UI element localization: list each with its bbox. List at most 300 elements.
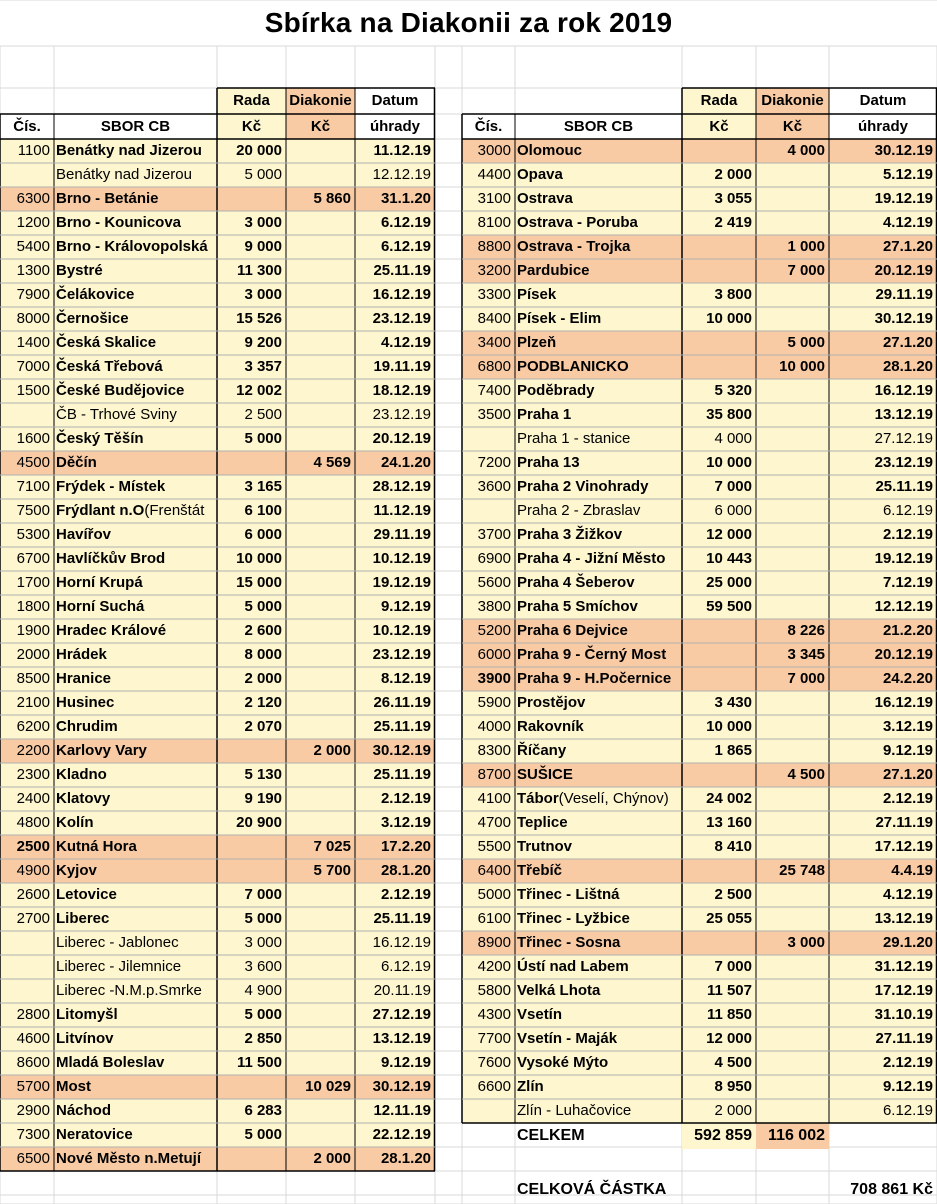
row-sbor (515, 715, 682, 739)
row-datum: 23.12.19 (372, 406, 431, 423)
row-sbor (515, 643, 682, 667)
row-sbor-name: Praha 2 Vinohrady (517, 478, 649, 495)
row-datum: 30.12.19 (874, 142, 933, 159)
header-rada: Rada (700, 92, 738, 109)
row-sbor (515, 139, 682, 163)
row-sbor-name: Třebíč (517, 862, 563, 879)
row-datum: 12.12.19 (372, 166, 431, 183)
row-datum: 25.11.19 (875, 478, 933, 495)
row-rada: 7 000 (714, 478, 752, 495)
row-sbor (515, 403, 682, 427)
row-rada (682, 139, 756, 163)
row-cis: 6300 (16, 190, 50, 207)
row-cis: 6800 (477, 358, 511, 375)
row-rada: 10 443 (706, 550, 752, 567)
row-rada (217, 835, 286, 859)
row-diakonie (286, 763, 355, 787)
row-diakonie (286, 595, 355, 619)
row-rada: 3 165 (244, 478, 282, 495)
row-rada (682, 235, 756, 259)
row-sbor-name: Nové Město n.Metují (56, 1150, 202, 1167)
row-diakonie (286, 979, 355, 1003)
header-kc: Kč (782, 118, 803, 135)
row-sbor-name: Bystré (56, 262, 103, 279)
row-cis: 4500 (16, 454, 50, 471)
row-sbor-name: Velká Lhota (517, 982, 601, 999)
row-sbor-name: Letovice (56, 886, 117, 903)
row-sbor (54, 283, 217, 307)
row-rada: 4 000 (714, 430, 752, 447)
row-sbor-name: Mladá Boleslav (56, 1054, 165, 1071)
row-cis: 3500 (477, 406, 511, 423)
row-sbor-name: Liberec -N.M.p.Smrke (56, 982, 202, 999)
row-sbor (54, 211, 217, 235)
row-sbor (515, 619, 682, 643)
row-diakonie (286, 883, 355, 907)
row-datum: 23.12.19 (372, 310, 431, 327)
row-rada: 10 000 (706, 718, 752, 735)
row-diakonie: 4 000 (787, 142, 825, 159)
row-cis: 4000 (477, 718, 511, 735)
row-rada: 2 000 (714, 166, 752, 183)
row-sbor-name: Prostějov (517, 694, 586, 711)
row-datum: 16.12.19 (372, 934, 431, 951)
row-datum: 29.11.19 (875, 286, 933, 303)
header-sbor: SBOR CB (563, 118, 634, 135)
row-sbor (515, 931, 682, 955)
row-cis (0, 979, 54, 1003)
row-sbor (515, 475, 682, 499)
row-diakonie (756, 379, 829, 403)
row-datum: 3.12.19 (380, 814, 431, 831)
row-sbor (54, 739, 217, 763)
row-cis: 2400 (16, 790, 50, 807)
row-diakonie (756, 499, 829, 523)
row-datum: 2.12.19 (882, 526, 933, 543)
total-diakonie: 116 002 (768, 1127, 825, 1144)
row-diakonie (756, 955, 829, 979)
row-datum: 20.12.19 (874, 262, 933, 279)
row-diakonie (286, 1027, 355, 1051)
row-sbor-name: Hrádek (56, 646, 107, 663)
row-sbor-name: Trutnov (517, 838, 572, 855)
row-datum: 11.12.19 (373, 502, 431, 519)
row-cis: 1800 (16, 598, 50, 615)
sheet-title: Sbírka na Diakonii za rok 2019 (264, 7, 673, 38)
row-sbor (515, 763, 682, 787)
row-rada (217, 859, 286, 883)
row-sbor (515, 379, 682, 403)
row-sbor (515, 1099, 682, 1123)
header-uhrady: úhrady (369, 118, 420, 135)
row-sbor (515, 907, 682, 931)
row-datum: 6.12.19 (882, 1102, 933, 1119)
row-sbor (515, 499, 682, 523)
row-cis: 4400 (477, 166, 511, 183)
row-cis: 8100 (477, 214, 511, 231)
row-datum: 19.12.19 (874, 550, 933, 567)
row-cis: 4800 (16, 814, 50, 831)
row-sbor-name: Liberec - Jablonec (56, 934, 179, 951)
row-datum: 12.11.19 (373, 1102, 431, 1119)
row-datum: 31.1.20 (380, 190, 431, 207)
row-sbor-name: Česká Třebová (56, 358, 163, 375)
row-rada: 2 500 (714, 886, 752, 903)
row-sbor (54, 1027, 217, 1051)
row-sbor (515, 211, 682, 235)
row-datum: 31.10.19 (874, 1006, 933, 1023)
row-cis: 1400 (16, 334, 50, 351)
row-datum: 30.12.19 (372, 1078, 431, 1095)
row-cis: 3100 (477, 190, 511, 207)
row-cis: 2700 (16, 910, 50, 927)
row-cis: 3600 (477, 478, 511, 495)
row-datum: 6.12.19 (380, 238, 431, 255)
row-rada: 2 120 (244, 694, 282, 711)
row-sbor-name: Brno - Královopolská (56, 238, 208, 255)
row-sbor-name: Chrudim (56, 718, 118, 735)
row-diakonie (756, 427, 829, 451)
row-sbor-name: Ostrava - Poruba (517, 214, 638, 231)
header-sbor: SBOR CB (100, 118, 171, 135)
row-sbor (54, 787, 217, 811)
row-sbor (515, 595, 682, 619)
row-diakonie (756, 187, 829, 211)
row-datum: 4.12.19 (380, 334, 431, 351)
row-sbor (515, 667, 682, 691)
row-datum: 27.1.20 (882, 334, 933, 351)
row-sbor-name: Praha 9 - Černý Most (517, 646, 667, 663)
row-rada (217, 187, 286, 211)
row-datum: 17.12.19 (874, 982, 933, 999)
row-sbor-name: Ústí nad Labem (517, 958, 629, 975)
row-sbor (515, 259, 682, 283)
row-datum: 11.12.19 (373, 142, 431, 159)
row-sbor (54, 763, 217, 787)
row-datum: 16.12.19 (372, 286, 431, 303)
row-rada: 5 130 (244, 766, 282, 783)
row-sbor-note: (Frenštát (144, 502, 205, 519)
row-rada: 11 300 (236, 262, 282, 279)
row-diakonie (756, 283, 829, 307)
row-diakonie (286, 355, 355, 379)
row-diakonie (756, 811, 829, 835)
row-rada (217, 451, 286, 475)
row-datum: 23.12.19 (372, 646, 431, 663)
row-sbor (54, 931, 217, 955)
row-diakonie (286, 331, 355, 355)
row-datum: 16.12.19 (874, 382, 933, 399)
row-sbor (515, 811, 682, 835)
row-sbor (54, 955, 217, 979)
row-diakonie (756, 1003, 829, 1027)
row-rada (682, 859, 756, 883)
row-datum: 2.12.19 (380, 790, 431, 807)
row-datum: 5.12.19 (882, 166, 933, 183)
row-cis: 6200 (16, 718, 50, 735)
row-sbor (54, 1147, 217, 1171)
row-rada: 20 000 (236, 142, 282, 159)
row-cis: 7500 (16, 502, 50, 519)
row-diakonie (756, 691, 829, 715)
row-sbor-name: Brno - Kounicova (56, 214, 182, 231)
row-datum: 19.11.19 (373, 358, 431, 375)
row-cis (0, 403, 54, 427)
row-datum: 2.12.19 (882, 790, 933, 807)
row-diakonie (286, 811, 355, 835)
row-sbor-name: SUŠICE (517, 766, 573, 783)
row-diakonie (756, 163, 829, 187)
row-cis: 5700 (16, 1078, 50, 1095)
row-diakonie (756, 1099, 829, 1123)
row-datum: 17.2.20 (380, 838, 431, 855)
row-sbor (515, 331, 682, 355)
row-datum: 24.1.20 (380, 454, 431, 471)
row-rada: 15 526 (236, 310, 282, 327)
row-datum: 6.12.19 (882, 502, 933, 519)
row-datum: 31.12.19 (874, 958, 933, 975)
row-diakonie: 1 000 (787, 238, 825, 255)
row-cis: 8500 (16, 670, 50, 687)
row-sbor-name: Rakovník (517, 718, 584, 735)
row-rada: 1 865 (714, 742, 752, 759)
row-sbor-name: Písek - Elim (517, 310, 602, 327)
row-cis (462, 499, 515, 523)
row-sbor (515, 187, 682, 211)
row-datum: 4.12.19 (882, 214, 933, 231)
row-sbor (515, 283, 682, 307)
row-sbor-name: Zlín (517, 1078, 544, 1095)
row-cis: 5200 (477, 622, 511, 639)
row-diakonie: 5 000 (787, 334, 825, 351)
row-sbor-name: Praha 13 (517, 454, 580, 471)
row-datum: 9.12.19 (882, 1078, 933, 1095)
row-datum: 16.12.19 (874, 694, 933, 711)
row-cis: 6900 (477, 550, 511, 567)
row-rada: 12 000 (706, 526, 752, 543)
row-rada: 13 160 (706, 814, 752, 831)
row-rada (682, 259, 756, 283)
row-rada: 59 500 (706, 598, 752, 615)
row-datum: 27.12.19 (372, 1006, 431, 1023)
row-sbor (54, 547, 217, 571)
row-datum: 4.4.19 (891, 862, 933, 879)
row-sbor-name: Benátky nad Jizerou (56, 166, 192, 183)
row-sbor-name: Most (56, 1078, 91, 1095)
row-sbor-name: Litomyšl (56, 1006, 118, 1023)
row-diakonie (756, 739, 829, 763)
row-sbor (54, 1099, 217, 1123)
row-diakonie (756, 475, 829, 499)
row-cis: 6100 (477, 910, 511, 927)
row-sbor (515, 355, 682, 379)
row-cis: 5300 (16, 526, 50, 543)
row-rada: 3 800 (714, 286, 752, 303)
row-diakonie (756, 307, 829, 331)
row-datum: 9.12.19 (380, 598, 431, 615)
row-sbor-name: Poděbrady (517, 382, 595, 399)
row-cis (0, 931, 54, 955)
header-kc: Kč (310, 118, 331, 135)
row-cis: 6700 (16, 550, 50, 567)
row-diakonie: 4 500 (787, 766, 825, 783)
row-sbor (54, 619, 217, 643)
row-sbor-name: Karlovy Vary (56, 742, 147, 759)
row-datum: 20.11.19 (373, 982, 431, 999)
row-sbor-name: Tábor (517, 790, 559, 807)
row-diakonie (756, 451, 829, 475)
row-datum: 9.12.19 (882, 742, 933, 759)
row-sbor (54, 1051, 217, 1075)
row-rada: 9 000 (244, 238, 282, 255)
row-rada (217, 739, 286, 763)
row-cis: 6500 (16, 1150, 50, 1167)
row-rada (682, 763, 756, 787)
row-sbor-name: Neratovice (56, 1126, 133, 1143)
row-cis: 3400 (477, 334, 511, 351)
row-cis: 2200 (16, 742, 50, 759)
row-diakonie (286, 1099, 355, 1123)
row-diakonie (756, 883, 829, 907)
row-cis: 8300 (477, 742, 511, 759)
row-datum: 25.11.19 (373, 766, 431, 783)
row-cis (0, 163, 54, 187)
row-rada: 7 000 (714, 958, 752, 975)
row-sbor (54, 1003, 217, 1027)
row-datum: 22.12.19 (372, 1126, 431, 1143)
row-sbor-name: Horní Krupá (56, 574, 143, 591)
total-label: CELKEM (517, 1127, 585, 1144)
row-sbor-name: Ostrava - Trojka (517, 238, 631, 255)
row-datum: 27.11.19 (875, 814, 933, 831)
row-rada: 2 000 (714, 1102, 752, 1119)
row-cis: 7900 (16, 286, 50, 303)
row-diakonie (756, 523, 829, 547)
row-diakonie (286, 499, 355, 523)
grand-total-value: 708 861 Kč (850, 1181, 933, 1198)
row-rada: 3 600 (244, 958, 282, 975)
row-datum: 27.12.19 (874, 430, 933, 447)
row-cis: 1100 (17, 142, 50, 159)
row-sbor-name: Frýdlant n.O (56, 502, 145, 519)
row-sbor-name: Praha 2 - Zbraslav (517, 502, 641, 519)
row-sbor-name: Kutná Hora (56, 838, 137, 855)
row-cis: 4100 (477, 790, 511, 807)
row-sbor-name: Opava (517, 166, 563, 183)
row-datum: 2.12.19 (882, 1054, 933, 1071)
row-cis: 8700 (477, 766, 511, 783)
row-sbor-name: Děčín (56, 454, 97, 471)
row-sbor-name: Liberec - Jilemnice (56, 958, 182, 975)
row-cis: 3200 (477, 262, 511, 279)
row-datum: 2.12.19 (380, 886, 431, 903)
row-sbor-name: Benátky nad Jizerou (56, 142, 202, 159)
row-rada (682, 643, 756, 667)
row-sbor (54, 499, 217, 523)
row-sbor-name: Ostrava (517, 190, 573, 207)
row-rada: 10 000 (236, 550, 282, 567)
header-kc: Kč (709, 118, 729, 135)
row-sbor (515, 1003, 682, 1027)
row-datum: 30.12.19 (372, 742, 431, 759)
row-diakonie (286, 307, 355, 331)
row-cis: 2900 (16, 1102, 50, 1119)
header-diakonie: Diakonie (761, 92, 824, 109)
row-sbor (515, 859, 682, 883)
row-diakonie (756, 715, 829, 739)
row-cis (462, 427, 515, 451)
row-cis: 7600 (477, 1054, 511, 1071)
header-datum: Datum (371, 92, 419, 109)
row-cis: 5400 (16, 238, 50, 255)
row-sbor-name: Třinec - Lyžbice (517, 910, 630, 927)
row-datum: 28.1.20 (882, 358, 933, 375)
row-datum: 10.12.19 (372, 550, 431, 567)
row-cis: 4300 (477, 1006, 511, 1023)
row-rada: 35 800 (706, 406, 752, 423)
row-diakonie (756, 571, 829, 595)
header-rada: Rada (233, 92, 270, 109)
row-diakonie: 4 569 (313, 454, 351, 471)
row-sbor-name: Klatovy (56, 790, 111, 807)
row-diakonie (286, 1123, 355, 1147)
row-diakonie (286, 547, 355, 571)
row-diakonie (286, 955, 355, 979)
row-rada: 10 000 (706, 454, 752, 471)
row-sbor-name: Praha 6 Dejvice (517, 622, 628, 639)
row-cis: 4700 (477, 814, 511, 831)
row-sbor-name: Plzeň (517, 334, 557, 351)
row-rada (682, 931, 756, 955)
row-diakonie (286, 427, 355, 451)
row-diakonie (756, 1051, 829, 1075)
row-diakonie (286, 475, 355, 499)
row-datum: 29.11.19 (373, 526, 431, 543)
row-cis: 3900 (477, 670, 511, 687)
row-rada: 9 200 (244, 334, 282, 351)
header-diakonie: Diakonie (289, 92, 352, 109)
row-rada: 10 000 (706, 310, 752, 327)
row-sbor (54, 379, 217, 403)
row-cis: 2600 (16, 886, 50, 903)
row-rada: 4 900 (244, 982, 282, 999)
row-sbor-name: Olomouc (517, 142, 583, 159)
row-datum: 13.12.19 (874, 406, 933, 423)
row-diakonie: 2 000 (313, 742, 351, 759)
row-rada: 11 507 (706, 982, 752, 999)
row-diakonie (286, 715, 355, 739)
row-sbor (54, 835, 217, 859)
row-rada: 5 000 (244, 910, 282, 927)
row-sbor-name: Praha 1 (517, 406, 572, 423)
row-sbor (54, 451, 217, 475)
row-rada: 2 850 (244, 1030, 282, 1047)
row-diakonie (286, 1051, 355, 1075)
header-uhrady: úhrady (857, 118, 908, 135)
row-diakonie: 7 000 (787, 670, 825, 687)
row-diakonie: 3 000 (787, 934, 825, 951)
row-diakonie (286, 211, 355, 235)
row-datum: 28.1.20 (380, 1150, 431, 1167)
row-diakonie (756, 979, 829, 1003)
row-sbor (54, 595, 217, 619)
row-diakonie: 10 000 (779, 358, 825, 375)
row-rada: 2 419 (714, 214, 752, 231)
row-diakonie (756, 403, 829, 427)
row-sbor (54, 811, 217, 835)
row-sbor-name: Říčany (517, 742, 567, 759)
row-sbor (54, 187, 217, 211)
